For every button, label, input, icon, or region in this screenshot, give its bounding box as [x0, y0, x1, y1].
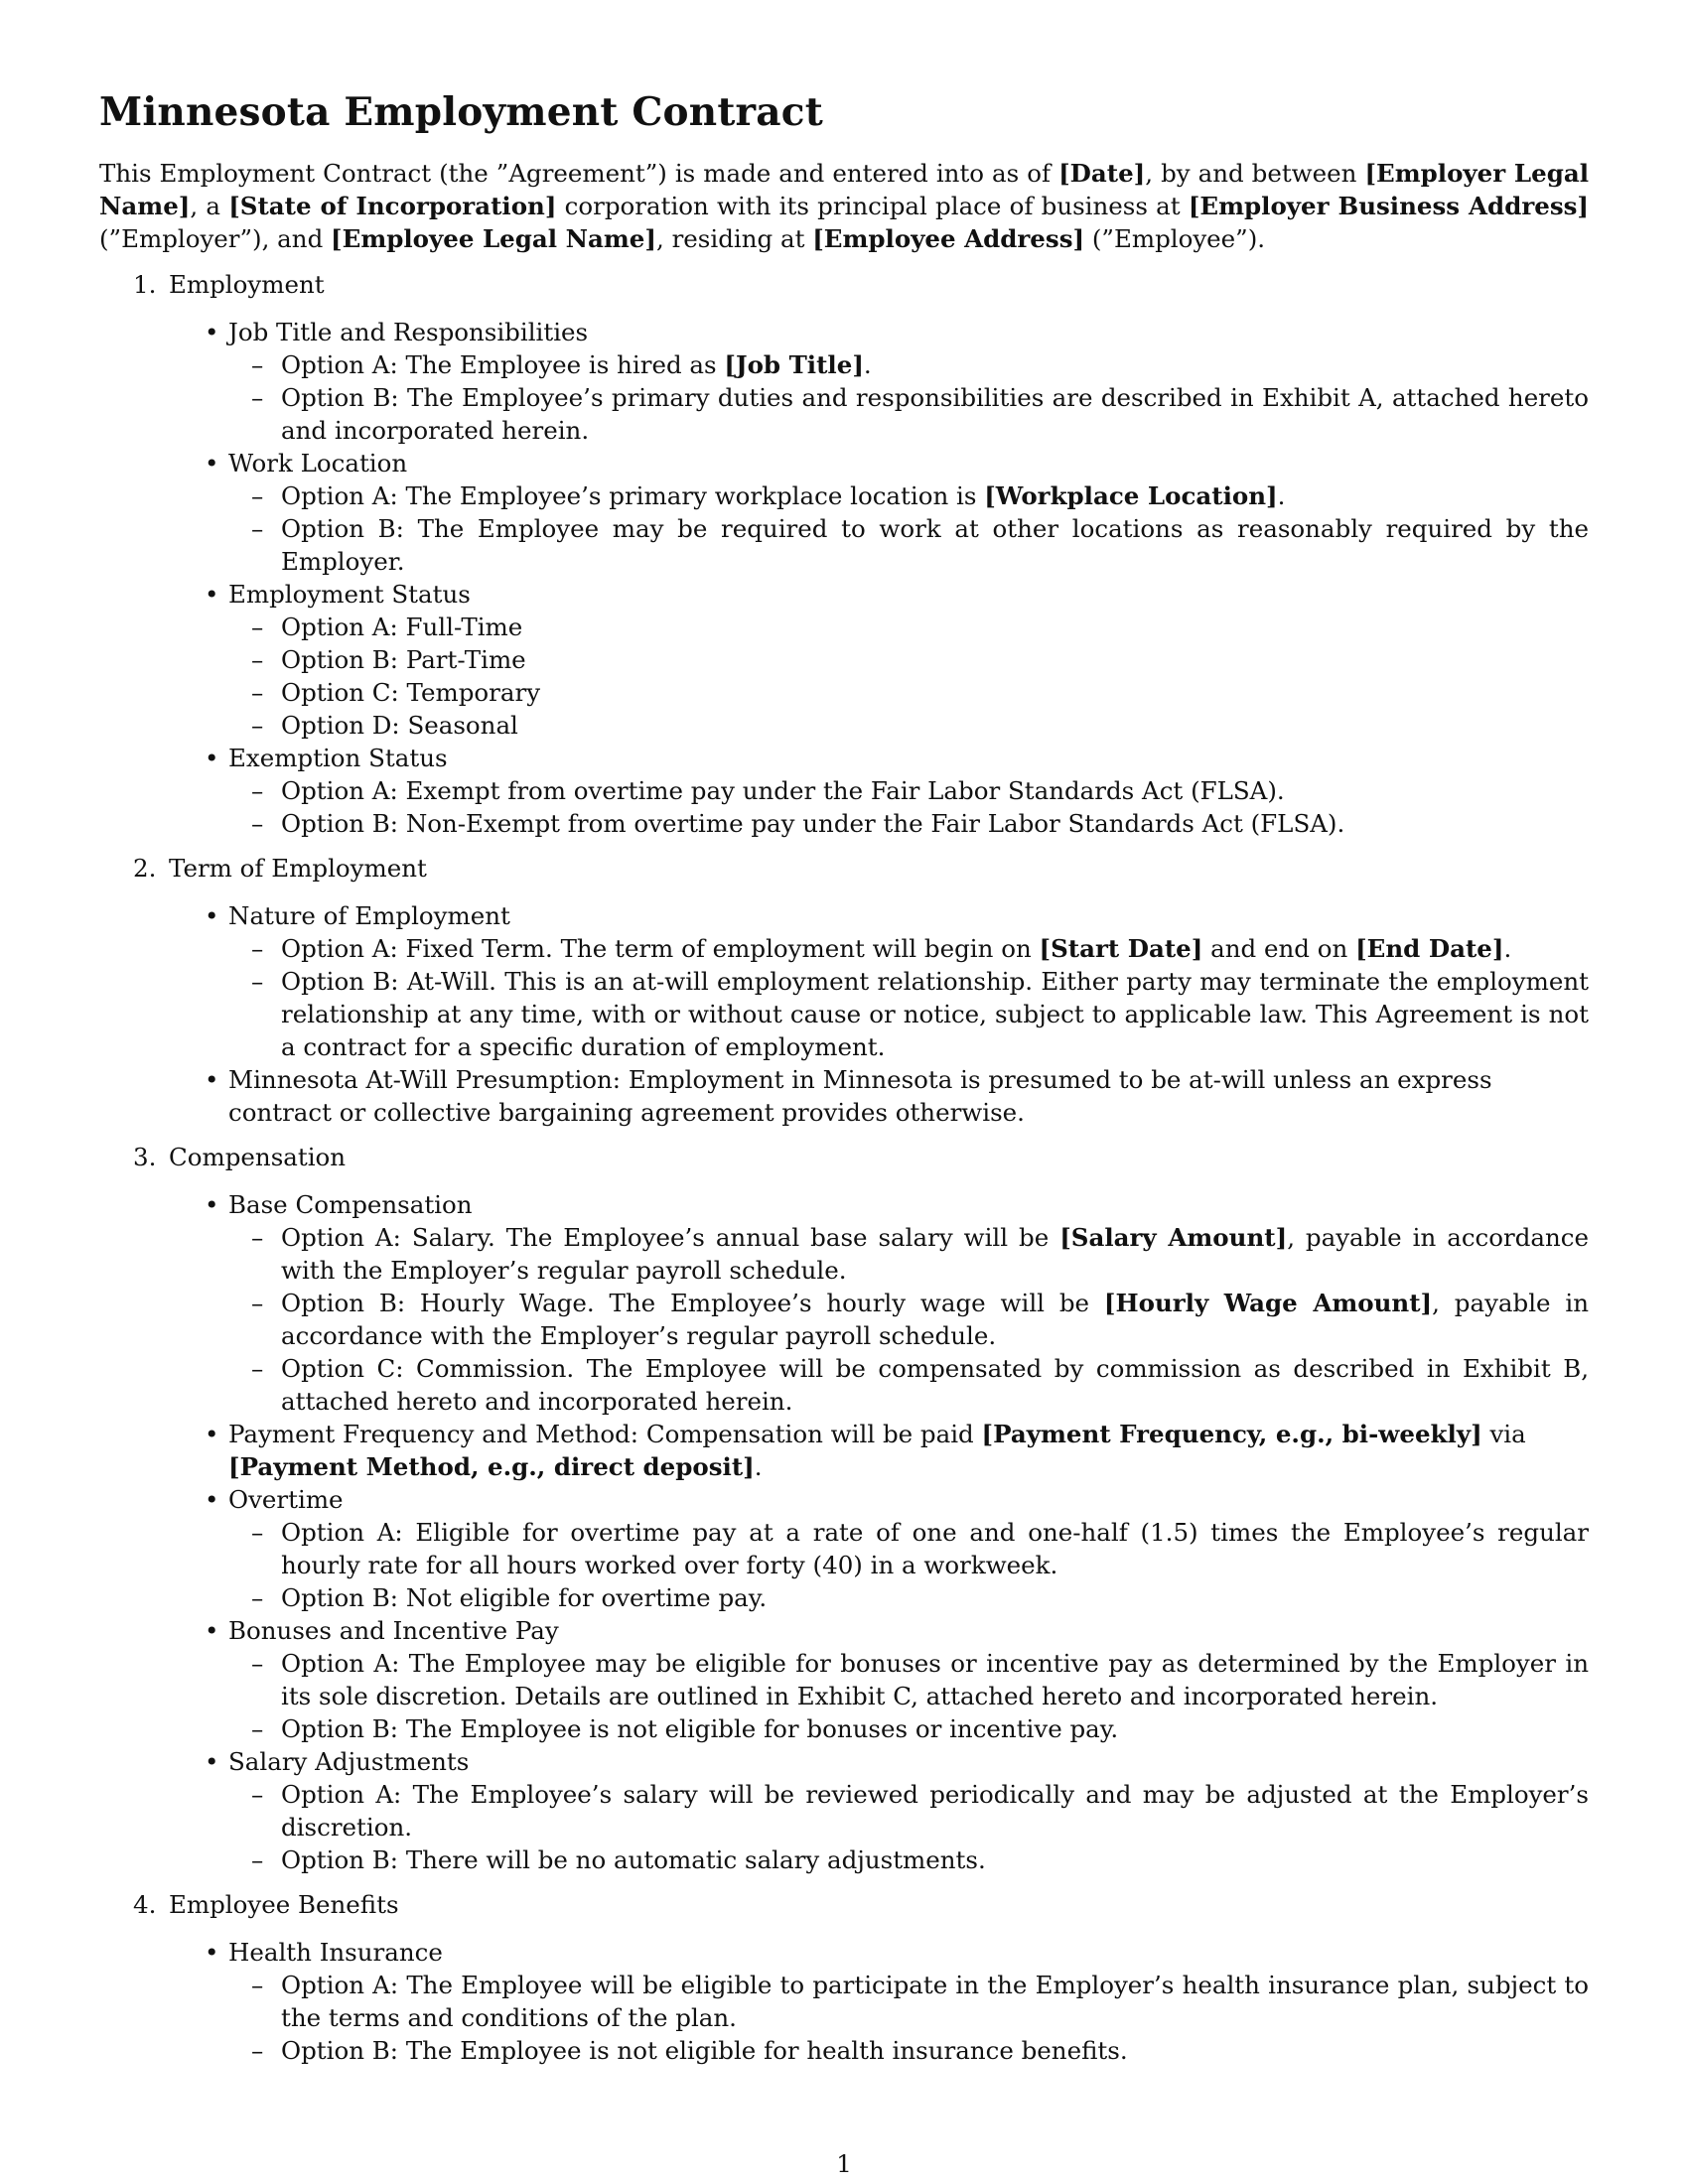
text-run: Exemption Status [228, 744, 448, 772]
placeholder-field: [Employee Legal Name] [331, 224, 656, 253]
text-run: . [754, 1452, 763, 1481]
text-run: corporation with its principal place of business at [556, 192, 1189, 220]
option-item [228, 1516, 1589, 1581]
text-run: Job Title and Responsibilities [228, 318, 589, 346]
page-number: 1 [836, 2149, 852, 2178]
section-list [99, 268, 1589, 2067]
dash-marker: – [251, 967, 264, 996]
text-run: Option B: The Employee may be required to work at other locations as reasonably required by the Employer. [281, 514, 1589, 576]
page-title: Minnesota Employment Contract [99, 89, 823, 135]
option-item [228, 1843, 1589, 1876]
dash-marker: – [251, 645, 264, 674]
list-item-text [228, 1616, 559, 1645]
text-run: , by and between [1145, 159, 1365, 188]
placeholder-field: [Salary Amount] [1059, 1223, 1288, 1252]
text-run: Option A: Full-Time [281, 613, 523, 641]
dash-marker: – [251, 711, 264, 740]
section-item [99, 268, 1589, 840]
text-run: Option A: Exempt from overtime pay under the Fair Labor Standards Act (FLSA). [281, 776, 1285, 805]
placeholder-field: [Payment Method, e.g., direct deposit] [228, 1452, 755, 1481]
text-run: Salary Adjustments [228, 1747, 470, 1776]
text-run: Option A: The Employee is hired as [281, 350, 725, 379]
text-run: Option C: Temporary [281, 678, 541, 707]
option-list [228, 932, 1589, 1063]
bullet-list [169, 316, 1589, 840]
section-title: Employment [169, 270, 325, 299]
placeholder-field: [Date] [1058, 159, 1146, 188]
dash-marker: – [251, 1354, 264, 1383]
text-run: and end on [1202, 934, 1356, 963]
bullet-list [169, 899, 1589, 1129]
bullet-marker: • [205, 1190, 219, 1219]
list-item-text [228, 318, 588, 346]
dash-marker: – [251, 1518, 264, 1547]
dash-marker: – [251, 678, 264, 707]
list-item [169, 1745, 1589, 1876]
text-run: Option A: The Employee’s primary workplace location is [281, 481, 985, 510]
text-run: Option B: There will be no automatic salary adjustments. [281, 1845, 986, 1874]
list-item [169, 316, 1589, 447]
dash-marker: – [251, 934, 264, 963]
list-item-text [228, 1747, 469, 1776]
intro-paragraph [99, 157, 1589, 255]
dash-marker: – [251, 1780, 264, 1809]
section-number: 3. [133, 1143, 157, 1171]
option-list [228, 1221, 1589, 1418]
option-list [228, 774, 1589, 840]
option-item [228, 643, 1589, 676]
section-number: 1. [133, 270, 157, 299]
list-item [169, 899, 1589, 1063]
list-item-text [228, 1485, 344, 1514]
option-item [228, 932, 1589, 965]
dash-marker: – [251, 1223, 264, 1252]
placeholder-field: [Start Date] [1039, 934, 1203, 963]
option-item [228, 1778, 1589, 1843]
text-run: , payable in accordance with the Employer’s regular payroll schedule. [281, 1223, 1590, 1285]
text-run: This Employment Contract (the ”Agreement”) is made and entered into as of [99, 159, 1059, 188]
text-run: via [1481, 1420, 1526, 1448]
text-run: Option B: The Employee is not eligible for bonuses or incentive pay. [281, 1714, 1119, 1743]
option-item [228, 348, 1589, 381]
dash-marker: – [251, 613, 264, 641]
option-list [228, 348, 1589, 447]
option-item [228, 381, 1589, 447]
section-number: 2. [133, 854, 157, 883]
bullet-marker: • [205, 580, 219, 609]
option-item [228, 2034, 1589, 2067]
bullet-marker: • [205, 1485, 219, 1514]
bullet-marker: • [205, 1065, 219, 1094]
bullet-marker: • [205, 1938, 219, 1967]
dash-marker: – [251, 1649, 264, 1678]
option-item [228, 1581, 1589, 1614]
placeholder-field: [Workplace Location] [984, 481, 1278, 510]
text-run: Option D: Seasonal [281, 711, 518, 740]
text-run: Option A: The Employee’s salary will be reviewed periodically and may be adjusted at the Employer’s discretion. [281, 1780, 1589, 1842]
option-list [228, 1647, 1589, 1745]
dash-marker: – [251, 1971, 264, 1999]
dash-marker: – [251, 1714, 264, 1743]
list-item [169, 1614, 1589, 1745]
text-run: , residing at [656, 224, 813, 253]
text-run: Option B: Part-Time [281, 645, 526, 674]
list-item-text [228, 1065, 1492, 1127]
section-item [99, 1141, 1589, 1876]
option-item [228, 676, 1589, 709]
text-run: (”Employer”), and [99, 224, 332, 253]
list-item-text [228, 744, 448, 772]
text-run: . [1503, 934, 1512, 963]
option-item [228, 807, 1589, 840]
bullet-marker: • [205, 1420, 219, 1448]
bullet-marker: • [205, 318, 219, 346]
section-title: Employee Benefits [169, 1890, 399, 1919]
option-list [228, 479, 1589, 578]
placeholder-field: [Payment Frequency, e.g., bi-weekly] [981, 1420, 1482, 1448]
list-item [169, 578, 1589, 742]
option-item [228, 1712, 1589, 1745]
text-run: . [863, 350, 872, 379]
option-item [228, 1221, 1589, 1287]
dash-marker: – [251, 383, 264, 412]
option-item [228, 965, 1589, 1063]
list-item-text [228, 580, 471, 609]
text-run: Option A: Salary. The Employee’s annual base salary will be [281, 1223, 1060, 1252]
text-run: Payment Frequency and Method: Compensation will be paid [228, 1420, 982, 1448]
text-run: Option B: At-Will. This is an at-will employment relationship. Either party may terminate the employment relationship at any time, with or without cause or notice, subject to applicable law. This Agreement is not a contract for a specific duration of employment. [281, 967, 1589, 1061]
section-title: Term of Employment [169, 854, 427, 883]
option-list [228, 611, 1589, 742]
text-run: Bonuses and Incentive Pay [228, 1616, 559, 1645]
bullet-marker: • [205, 1747, 219, 1776]
dash-marker: – [251, 481, 264, 510]
option-item [228, 1352, 1589, 1418]
option-list [228, 1778, 1589, 1876]
bullet-list [169, 1188, 1589, 1876]
list-item [169, 447, 1589, 578]
list-item-text [228, 1420, 1526, 1481]
bullet-list [169, 1936, 1589, 2067]
list-item [169, 1188, 1589, 1418]
text-run: Employment Status [228, 580, 471, 609]
list-item-text [228, 901, 510, 930]
text-run: Minnesota At-Will Presumption: Employment in Minnesota is presumed to be at-will unless an express contract or collective bargaining agreement provides otherwise. [228, 1065, 1492, 1127]
dash-marker: – [251, 350, 264, 379]
section-number: 4. [133, 1890, 157, 1919]
dash-marker: – [251, 2036, 264, 2065]
option-item [228, 1969, 1589, 2034]
bullet-marker: • [205, 1616, 219, 1645]
section-item [99, 852, 1589, 1129]
text-run: Overtime [228, 1485, 344, 1514]
dash-marker: – [251, 514, 264, 543]
option-item [228, 1647, 1589, 1712]
text-run: . [1277, 481, 1286, 510]
placeholder-field: [Job Title] [724, 350, 864, 379]
dash-marker: – [251, 776, 264, 805]
text-run: Option B: Hourly Wage. The Employee’s hourly wage will be [281, 1289, 1104, 1317]
text-run: Option B: Not eligible for overtime pay. [281, 1583, 768, 1612]
placeholder-field: [State of Incorporation] [228, 192, 557, 220]
list-item [169, 1418, 1589, 1483]
dash-marker: – [251, 809, 264, 838]
text-run: Nature of Employment [228, 901, 510, 930]
text-run: , payable in accordance with the Employer’s regular payroll schedule. [281, 1289, 1589, 1350]
document-page [99, 87, 1589, 2079]
section-title: Compensation [169, 1143, 347, 1171]
text-run: Work Location [228, 449, 408, 478]
list-item-text [228, 449, 407, 478]
text-run: Option B: The Employee’s primary duties and responsibilities are described in Exhibit A, attached hereto and incorporated herein. [281, 383, 1589, 445]
text-run: , a [190, 192, 229, 220]
text-run: (”Employee”). [1084, 224, 1266, 253]
text-run: Health Insurance [228, 1938, 443, 1967]
option-item [228, 479, 1589, 512]
option-item [228, 709, 1589, 742]
dash-marker: – [251, 1845, 264, 1874]
bullet-marker: • [205, 449, 219, 478]
dash-marker: – [251, 1583, 264, 1612]
list-item-text [228, 1938, 443, 1967]
text-run: Option C: Commission. The Employee will be compensated by commission as described in Exhibit B, attached hereto and incorporated herein. [281, 1354, 1589, 1416]
text-run: Option A: Eligible for overtime pay at a rate of one and one-half (1.5) times the Employee’s regular hourly rate for all hours worked over forty (40) in a workweek. [281, 1518, 1589, 1579]
option-item [228, 1287, 1589, 1352]
placeholder-field: [Hourly Wage Amount] [1103, 1289, 1433, 1317]
dash-marker: – [251, 1289, 264, 1317]
text-run: Base Compensation [228, 1190, 473, 1219]
bullet-marker: • [205, 901, 219, 930]
text-run: Option B: The Employee is not eligible for health insurance benefits. [281, 2036, 1128, 2065]
list-item [169, 1483, 1589, 1614]
section-item [99, 1888, 1589, 2067]
text-run: Option A: The Employee may be eligible for bonuses or incentive pay as determined by the Employer in its sole discretion. Details are outlined in Exhibit C, attached hereto and incorporated herein. [281, 1649, 1589, 1710]
option-item [228, 611, 1589, 643]
option-list [228, 1516, 1589, 1614]
placeholder-field: [Employer Business Address] [1188, 192, 1589, 220]
bullet-marker: • [205, 744, 219, 772]
placeholder-field: [End Date] [1355, 934, 1504, 963]
list-item [169, 1936, 1589, 2067]
list-item [169, 742, 1589, 840]
text-run: Option A: Fixed Term. The term of employment will begin on [281, 934, 1040, 963]
placeholder-field: [Employee Address] [812, 224, 1085, 253]
option-item [228, 774, 1589, 807]
list-item-text [228, 1190, 473, 1219]
option-item [228, 512, 1589, 578]
text-run: Option B: Non-Exempt from overtime pay under the Fair Labor Standards Act (FLSA). [281, 809, 1345, 838]
text-run: Option A: The Employee will be eligible to participate in the Employer’s health insurance plan, subject to the terms and conditions of the plan. [281, 1971, 1589, 2032]
option-list [228, 1969, 1589, 2067]
placeholder-field: [Employer Legal Name] [99, 159, 1590, 220]
list-item [169, 1063, 1589, 1129]
